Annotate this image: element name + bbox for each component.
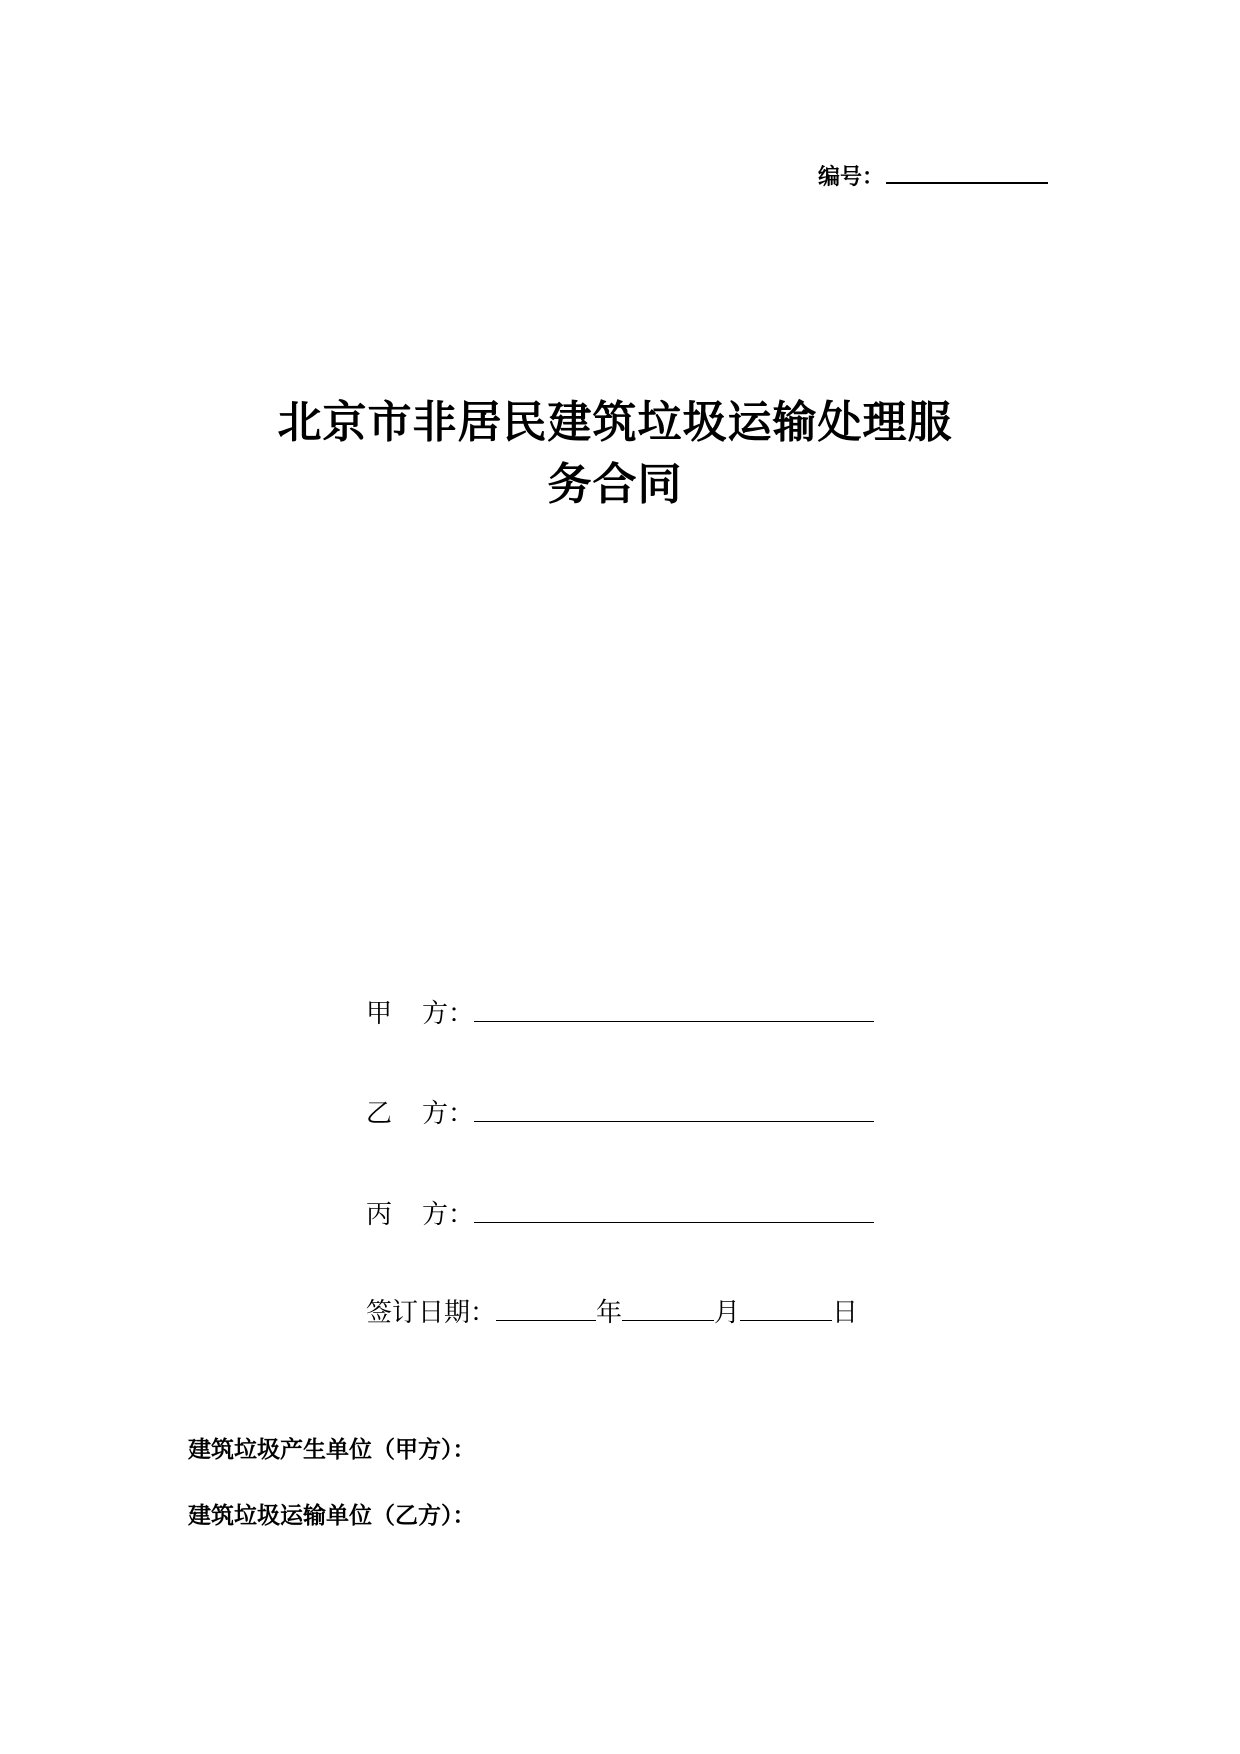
sign-date-day-label: 日	[832, 1298, 859, 1328]
party-a-label-char: 甲	[366, 999, 393, 1029]
sign-date-year-blank[interactable]	[496, 1294, 596, 1321]
sign-date-day-blank[interactable]	[740, 1294, 832, 1321]
sign-date-month-label: 月	[714, 1298, 741, 1328]
sign-date-row	[366, 1294, 858, 1331]
party-c-row	[366, 1196, 874, 1233]
producer-unit-label: 建筑垃圾产生单位（甲方）：	[188, 1437, 476, 1463]
party-b-blank[interactable]	[474, 1095, 874, 1122]
party-a-blank[interactable]	[474, 995, 874, 1022]
sign-date-year-label: 年	[596, 1298, 623, 1328]
party-c-label-suffix: 方：	[422, 1200, 475, 1230]
transporter-unit-label: 建筑垃圾运输单位（乙方）：	[188, 1503, 476, 1529]
document-title-line-1: 北京市非居民建筑垃圾运输处理服	[277, 397, 953, 448]
party-c-blank[interactable]	[474, 1196, 874, 1223]
party-b-label-suffix: 方：	[422, 1099, 475, 1129]
document-title	[190, 392, 1040, 516]
party-b-label-char: 乙	[366, 1099, 393, 1129]
sign-date-label: 签订日期：	[366, 1298, 497, 1328]
party-a-row	[366, 995, 874, 1032]
document-number-blank[interactable]	[886, 160, 1048, 184]
document-title-line-2: 务合同	[547, 459, 683, 510]
document-number-label: 编号：	[818, 165, 885, 190]
party-b-row	[366, 1095, 874, 1132]
document-number	[818, 160, 1048, 193]
party-a-label-suffix: 方：	[422, 999, 475, 1029]
sign-date-month-blank[interactable]	[622, 1294, 714, 1321]
party-c-label-char: 丙	[366, 1200, 393, 1230]
